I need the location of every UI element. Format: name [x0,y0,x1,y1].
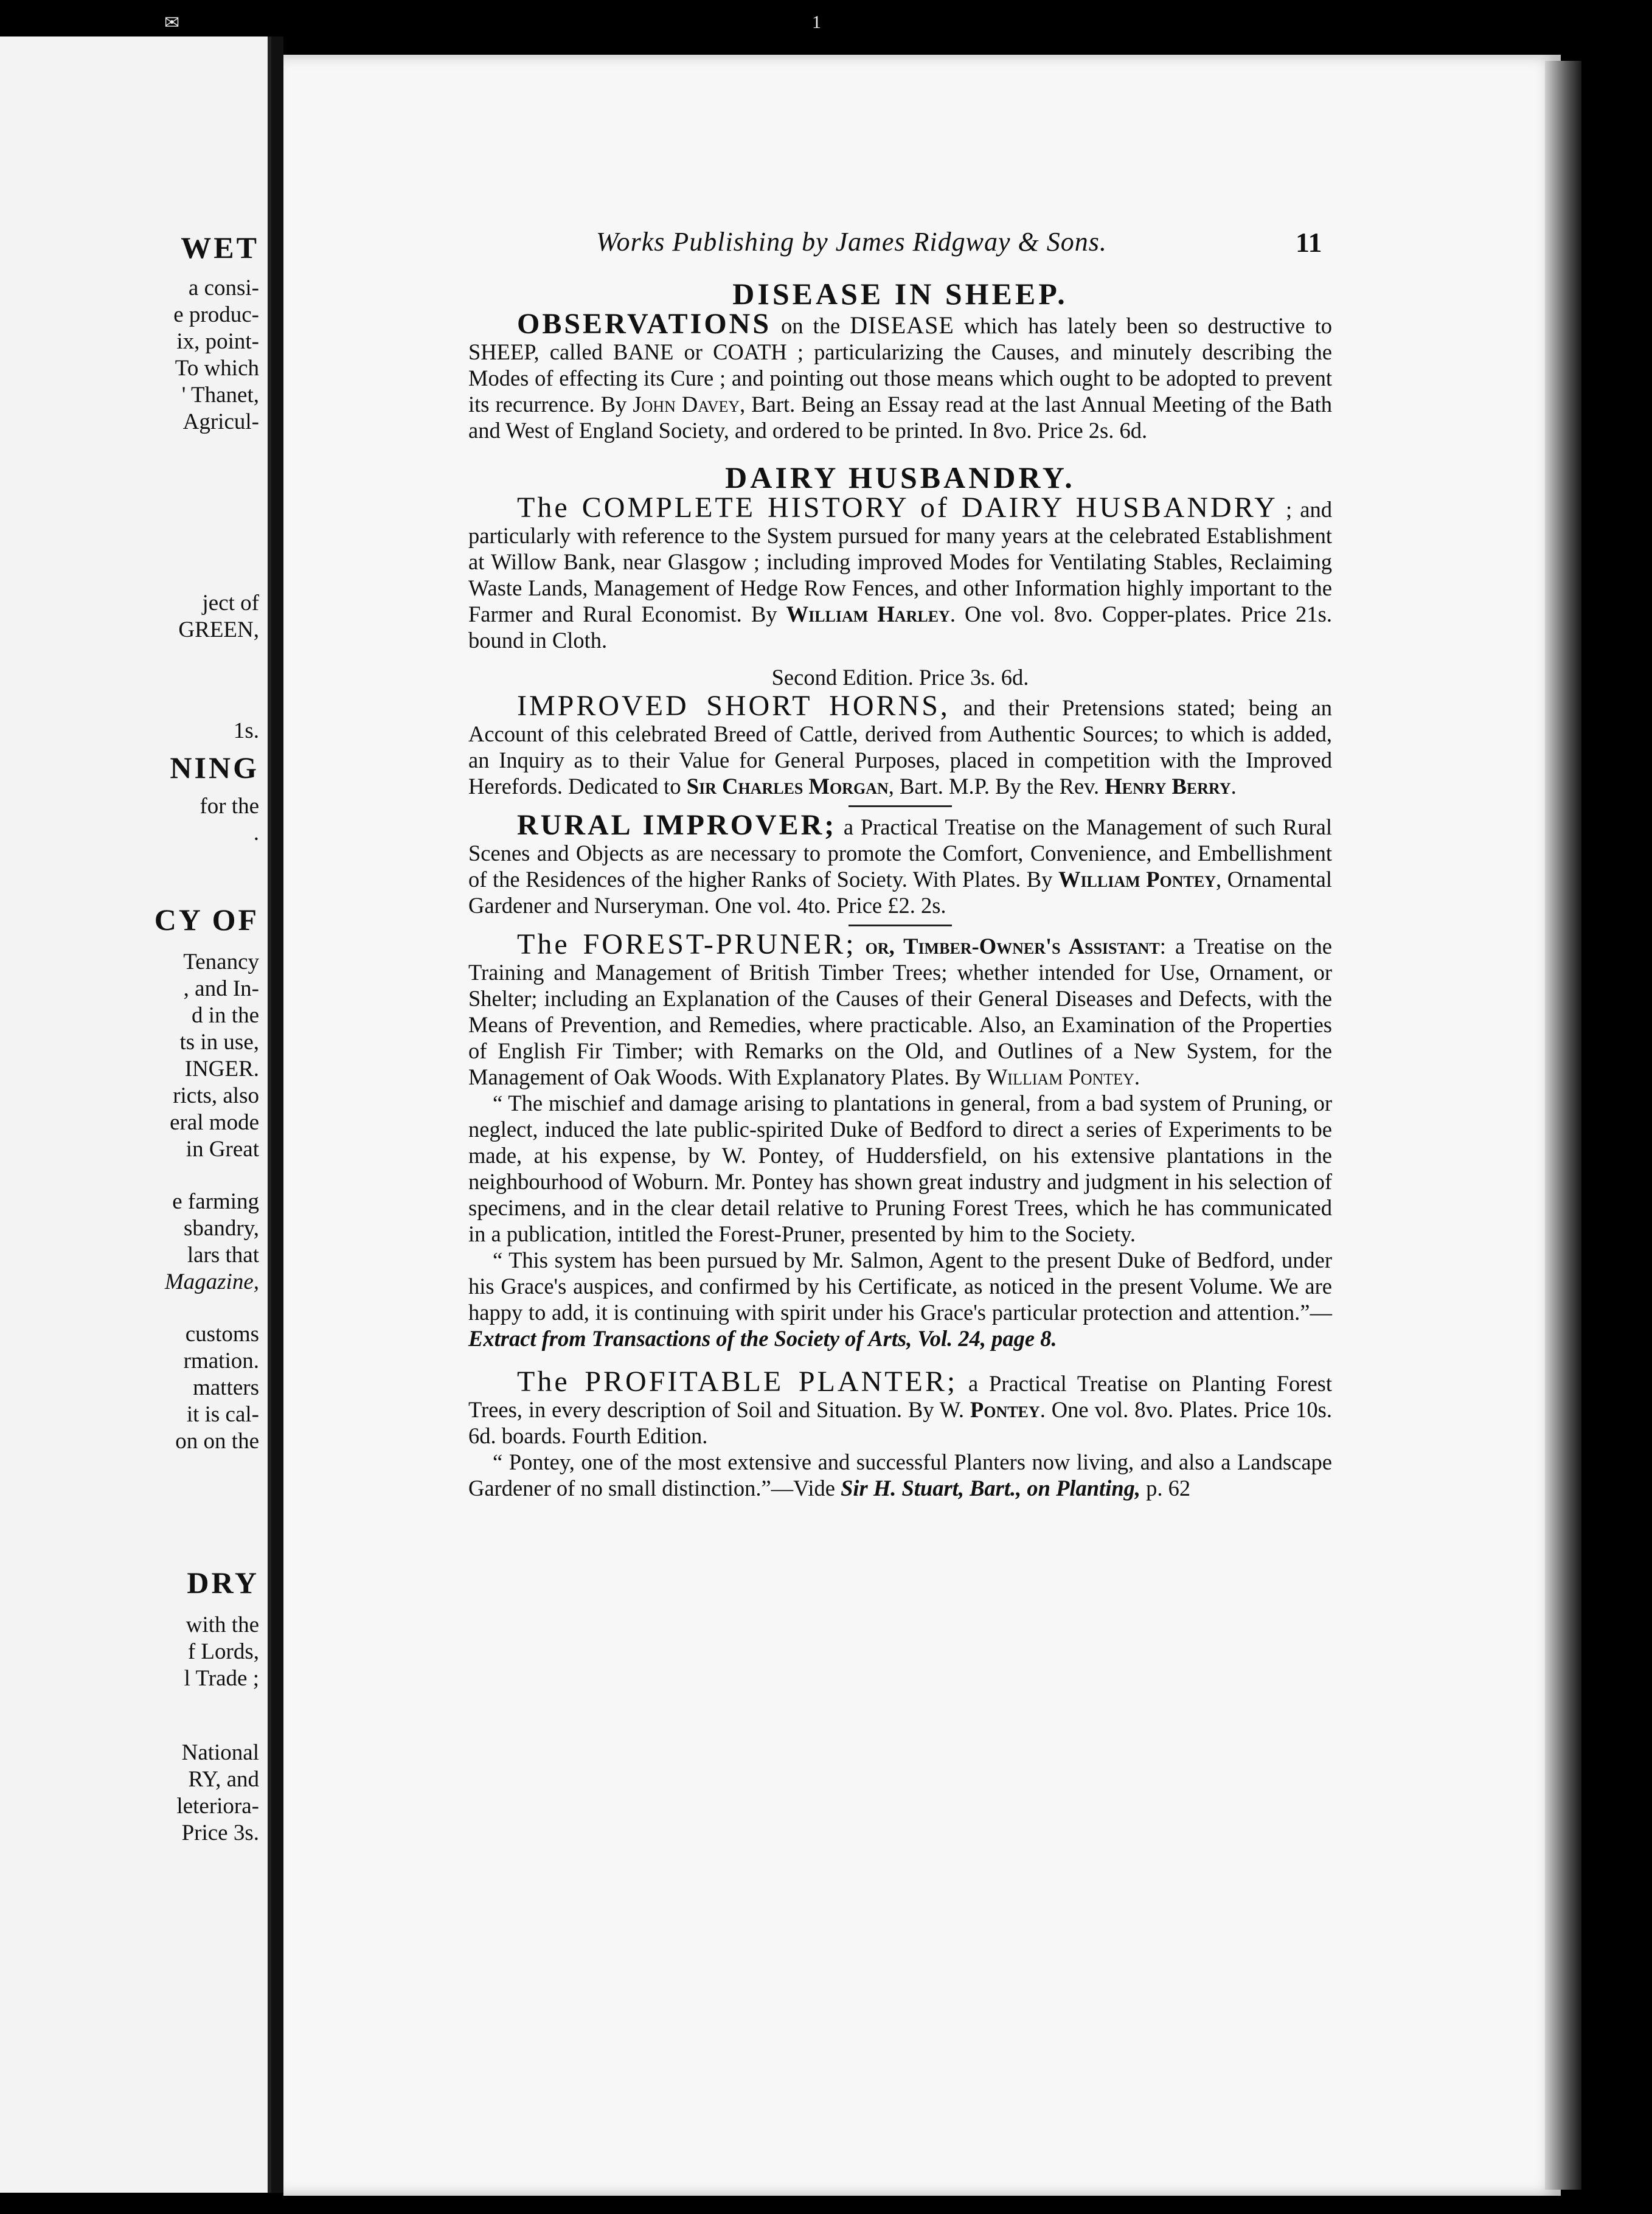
facing-page-line: Tenancy [183,949,259,974]
page-mark: 1 [812,12,821,32]
facing-page-line: ' Thanet, [181,383,259,408]
facing-page-line: ix, point- [176,329,259,354]
facing-page-line: ricts, also [173,1083,259,1108]
entry-text: a Practical Treatise on Planting Forest Trees, in every description of Soil and Situation. By W. [468,1371,1332,1422]
entry-rural-improver [468,809,1332,918]
facing-page-line: sbandry, [184,1216,259,1241]
quote-citation: Extract from Transactions of the Society of Arts, Vol. 24, page 8. [468,1326,1057,1351]
facing-page-line: Magazine, [164,1269,259,1294]
entry-text: and their Pretensions stated; being an Account of this celebrated Breed of Cattle, derived from Authentic Sources; to which is added, an Inquiry as to their Value for General Purposes, placed in competition with the Improved Herefords. Dedicated to [468,695,1333,799]
entry-author: Henry Berry [1105,774,1231,799]
facing-page-line: GREEN, [178,617,259,642]
entry-author: Pontey [970,1397,1040,1422]
facing-page-line: INGER. [184,1057,259,1081]
facing-page-line: f Lords, [187,1639,259,1664]
facing-page-line: e produc- [173,302,259,327]
book-gutter [271,36,283,2193]
entry-text: , Ornamental Gardener and Nurseryman. One vol. 4to. Price £2. 2s. [468,867,1332,918]
facing-page-line: it is cal- [186,1402,259,1427]
entry-author: William Pontey [986,1064,1134,1089]
page-number: 11 [1296,227,1322,258]
entry-dairy-husbandry [468,491,1333,653]
page-content [468,277,1332,1501]
facing-page-line: To which [175,356,259,381]
section-rule [849,805,952,807]
facing-page-line: ject of [202,591,259,616]
section-title-disease: DISEASE IN SHEEP. [732,277,1068,311]
entry-subtitle: or, Timber-Owner's Assistant [856,934,1160,959]
facing-page-line: NING [170,751,259,785]
facing-page-line: ts in use, [179,1030,259,1055]
entry-lead: The PROFITABLE PLANTER; [517,1366,958,1398]
facing-page-line: a consi- [188,276,259,300]
quote-text: p. 62 [1140,1476,1191,1501]
facing-page-line: RY, and [188,1767,259,1792]
testimonial-quote: “ The mischief and damage arising to plantations in general, from a bad system of Pruning, or neglect, induced the late public-spirited Duke of Bedford to direct a series of Experiments to be made, at his expense, by W. Pontey, of Huddersfield, on his extensive plantations in the neighbourhood of Woburn. Mr. Pontey has shown great industry and judgment in his selection of specimens, and in the clear detail relative to Pruning Forest Trees, which he has communicated in a publication, intitled the Forest-Pruner, presented by him to the Society. [468,1091,1332,1246]
facing-page-line: Price 3s. [181,1820,259,1845]
facing-page-line: CY OF [154,903,259,937]
entry-lead: The COMPLETE HISTORY of DAIRY HUSBANDRY [517,491,1278,524]
entry-text: . [1230,774,1237,799]
section-title-dairy: DAIRY HUSBANDRY. [725,460,1075,495]
entry-forest-pruner [468,928,1332,1090]
entry-text: on the [771,313,850,338]
facing-page-line: with the [186,1612,259,1637]
facing-page-line: for the [200,794,259,819]
facing-page-line: rmation. [183,1348,259,1373]
running-head: Works Publishing by James Ridgway & Sons. [596,227,1107,257]
entry-lead: OBSERVATIONS [517,308,772,340]
page-edge-shadow [1545,61,1581,2190]
entry-author: William Pontey [1058,867,1216,892]
facing-page-line: . [253,821,259,845]
entry-text: . [1134,1064,1140,1089]
quote-text: “ Pontey, one of the most extensive and successful Planters now living, and also a Landscape Gardener of no small distinction.”—Vide [468,1449,1332,1501]
entry-short-horns [468,690,1333,799]
entry-text: : a Treatise on the Training and Management of British Timber Trees; whether intended for Use, Ornament, or Shelter; including an Explanation of the Causes of their General Diseases and Defects, with the Means of Prevention, and Remedies, where practicable. Also, an Examination of the Properties of English Fir Timber; with Remarks on the Old, and Outlines of a New System, for the Management of Oak Woods. With Explanatory Plates. By [468,934,1332,1089]
facing-page-line: WET [181,231,259,265]
facing-page-fragment [0,36,271,2193]
entry-author: John Davey [633,392,740,417]
entry-text: . One vol. 8vo. Plates. Price 10s. 6d. boards. Fourth Edition. [468,1397,1333,1448]
quote-text: “ This system has been pursued by Mr. Salmon, Agent to the present Duke of Bedford, under his Grace's auspices, and confirmed by his Certificate, as noticed in the present Volume. We are happy to add, it is continuing with spirit under his Grace's particular protection and attention.”— [468,1248,1332,1325]
facing-page-line: e farming [172,1189,259,1214]
entry-text: which has lately been so destructive to SHEEP, called BANE or COATH ; particularizing the Causes, and minutely describing the Modes of effecting its Cure ; and pointing out those means which ought to be adopted to prevent its recurrence. By [468,313,1332,417]
section-rule [849,925,952,926]
edition-note: Second Edition. Price 3s. 6d. [771,665,1029,690]
facing-page-line: matters [193,1375,259,1400]
entry-text: a Practical Treatise on the Management of such Rural Scenes and Objects as are necessary to promote the Comfort, Convenience, and Embellishment of the Residences of the higher Ranks of Society. With Plates. By [468,814,1332,892]
entry-text: . One vol. 8vo. Copper-plates. Price 21s. bound in Cloth. [468,602,1332,653]
entry-text: , Bart. M.P. By the Rev. [888,774,1105,799]
entry-author: William Harley [786,602,950,626]
entry-lead: RURAL IMPROVER; [517,809,837,841]
facing-page-line: in Great [186,1137,259,1162]
entry-text: ; and particularly with reference to the System pursued for many years at the celebrated Establishment at Willow Bank, near Glasgow ; including improved Modes for Ventilating Stables, Reclaiming Waste Lands, Management of Hedge Row Fences, and other Information highly important to the Farmer and Rural Economist. By [468,497,1333,626]
entry-text: , Bart. Being an Essay read at the last Annual Meeting of the Bath and West of England Society, and ordered to be printed. In 8vo. Price 2s. 6d. [468,392,1332,443]
entry-profitable-planter [468,1366,1333,1449]
facing-page-line: DRY [187,1566,259,1600]
facing-page-line: customs [185,1322,259,1347]
entry-dedicatee: Sir Charles Morgan [686,774,889,799]
entry-disease-in-sheep [468,308,1332,443]
facing-page-line: eral mode [170,1110,259,1135]
stamp-mark: ✉ [164,13,180,33]
facing-page-line: on on the [175,1429,259,1454]
entry-lead: The FOREST-PRUNER; [517,928,856,960]
facing-page-line: d in the [192,1003,259,1028]
facing-page-line: lars that [187,1243,259,1268]
entry-keyword: DISEASE [850,311,954,339]
facing-page-line: leteriora- [176,1794,259,1819]
testimonial-quote [468,1449,1332,1501]
facing-page-line: , and In- [183,976,259,1001]
facing-page-line: Agricul- [182,409,259,434]
entry-lead: IMPROVED SHORT HORNS, [517,690,950,722]
facing-page-line: 1s. [233,718,259,743]
facing-page-line: National [181,1740,259,1765]
quote-citation: Sir H. Stuart, Bart., on Planting, [841,1476,1141,1501]
facing-page-line: l Trade ; [184,1666,259,1691]
testimonial-quote [468,1247,1332,1352]
